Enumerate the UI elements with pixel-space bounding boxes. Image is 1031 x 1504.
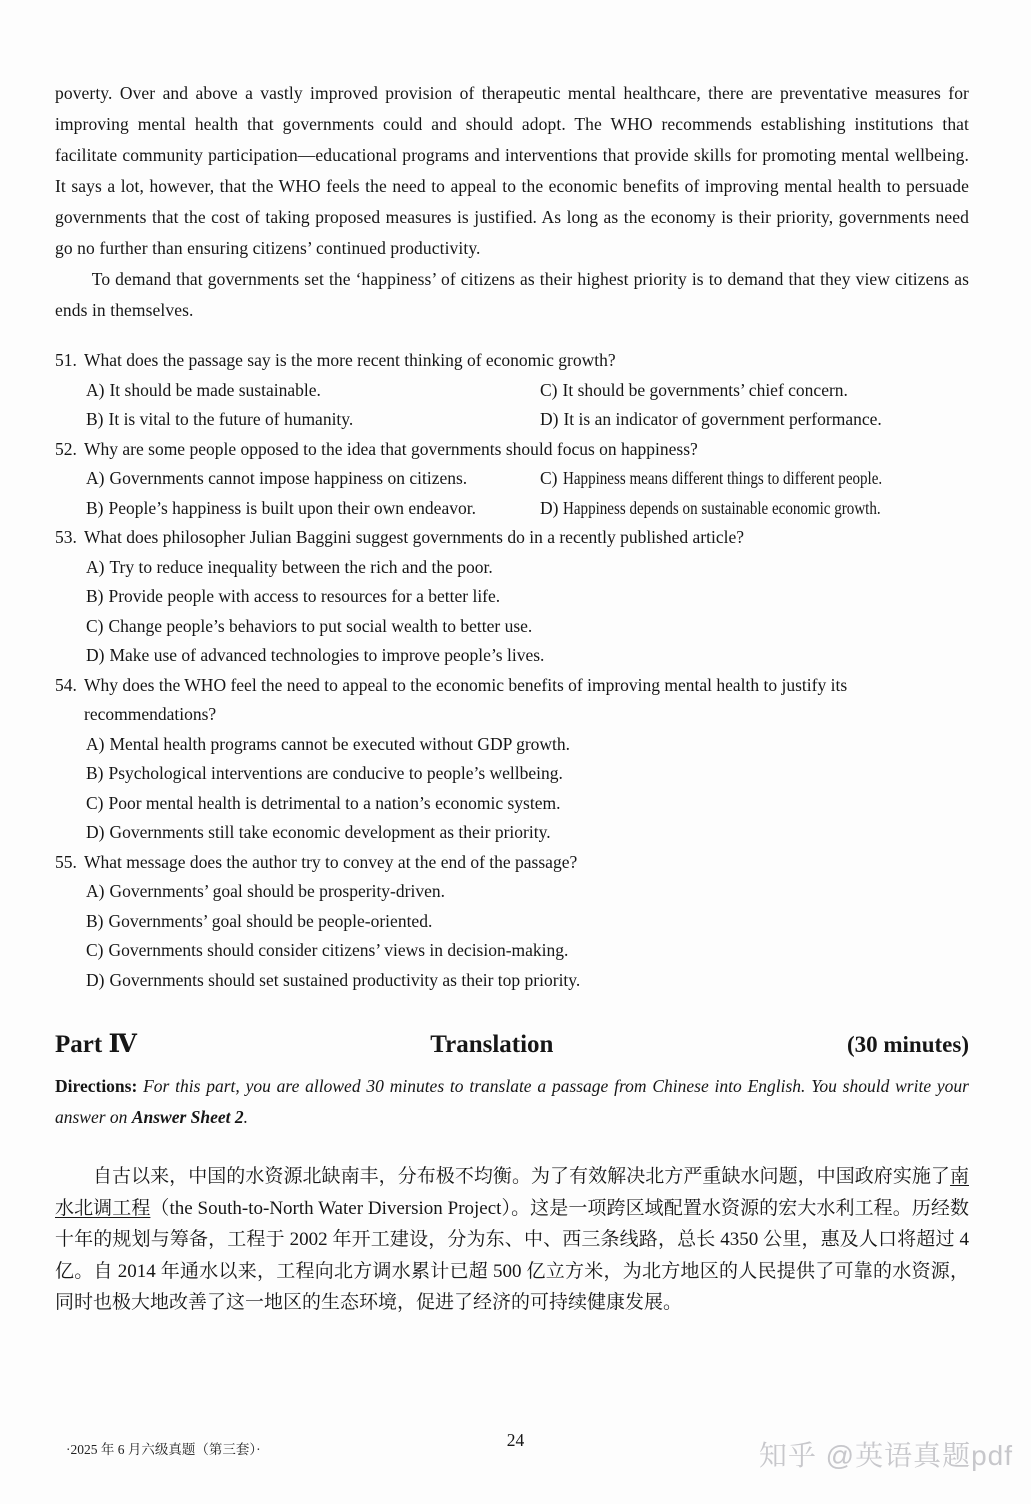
part4-title: Translation <box>430 1031 554 1058</box>
question-52-options <box>86 464 969 523</box>
passage-paragraph-continuation: poverty. Over and above a vastly improved provision of therapeutic mental healthcare, there are preventative measures for improving mental health that governments could and should adopt. The WHO recommends establishing institutions that facilitate community participation—educational programs and interventions that provide skills for promoting mental wellbeing. It says a lot, however, that the WHO feels the need to appeal to the economic benefits of improving mental health to persuade governments that the cost of taking proposed measures is justified. As long as the economy is their priority, governments need go no further than ensuring citizens’ continued productivity. <box>55 83 969 258</box>
part4-directions: Directions: For this part, you are allowed 30 minutes to translate a passage from Chinese into English. You should write your answer on Answer Sheet 2. <box>55 1076 969 1127</box>
part4-time-limit: (30 minutes) <box>846 1032 969 1057</box>
questions-section <box>55 346 969 995</box>
translation-passage <box>55 1161 969 1319</box>
option-53-C: C) Change people’s behaviors to put social wealth to better use. <box>86 615 533 636</box>
translation-segment-2: （the South-to-North Water Diversion Project）。这是一项跨区域配置水资源的宏大水利工程。历经数十年的规划与筹备，工程于 2002 年开工建设，分为东、中、西三条线路，总长 4350 公里，惠及人口将超过 4 亿。自 2014 年通水以来，工程向北方调水累计已超 500 亿立方米，为北方地区的人民提供了可靠的水资源，同时也极大地改善了这一地区的生态环境，促进了经济的可持续健康发展。 <box>55 1197 969 1313</box>
page-footer <box>0 1428 1031 1488</box>
question-text: Why are some people opposed to the idea that governments should focus on happiness? <box>84 438 698 459</box>
option-52-D: D) Happiness depends on sustainable economic growth. <box>540 497 882 518</box>
option-55-B: B) Governments’ goal should be people-oriented. <box>86 910 433 931</box>
question-53-options <box>86 553 969 671</box>
option-52-B: B) People’s happiness is built upon their own endeavor. <box>86 497 476 518</box>
option-55-A: A) Governments’ goal should be prosperity-driven. <box>86 881 445 901</box>
directions-text: For this part, you are allowed 30 minutes to translate a passage from Chinese into English. You should write your answer on <box>55 1076 969 1127</box>
question-51 <box>55 346 969 376</box>
question-number: 55. <box>55 851 77 872</box>
option-53-B: B) Provide people with access to resources for a better life. <box>86 586 501 606</box>
option-54-C: C) Poor mental health is detrimental to a nation’s economic system. <box>86 792 561 813</box>
question-number: 54. <box>55 674 77 695</box>
directions-label: Directions: <box>55 1076 138 1096</box>
question-number: 52. <box>55 438 77 459</box>
question-51-options <box>86 376 969 435</box>
option-52-C: C) Happiness means different things to different people. <box>540 468 882 488</box>
option-51-A: A) It should be made sustainable. <box>86 379 321 400</box>
translation-segment-1: 自古以来，中国的水资源北缺南丰，分布极不均衡。为了有效解决北方严重缺水问题，中国政府实施了 <box>93 1166 950 1187</box>
option-52-A: A) Governments cannot impose happiness on citizens. <box>86 468 468 488</box>
passage-paragraph-2: To demand that governments set the ‘happiness’ of citizens as their highest priority is to demand that they view citizens as ends in themselves. <box>55 269 969 320</box>
zhihu-watermark: 知乎 @英语真题pdf <box>758 1440 1013 1471</box>
option-55-C: C) Governments should consider citizens’ views in decision-making. <box>86 940 569 960</box>
option-55-D: D) Governments should set sustained productivity as their top priority. <box>86 969 581 990</box>
option-54-A: A) Mental health programs cannot be executed without GDP growth. <box>86 733 571 754</box>
question-54-options <box>86 730 969 848</box>
part4-header <box>55 1029 969 1059</box>
option-54-D: D) Governments still take economic development as their priority. <box>86 822 551 842</box>
question-number: 51. <box>55 350 77 370</box>
page-number: 24 <box>506 1430 525 1450</box>
option-51-C: C) It should be governments’ chief concern. <box>540 379 848 400</box>
exam-edition-label: ·2025 年 6 月六级真题（第三套）· <box>66 1442 261 1457</box>
option-53-A: A) Try to reduce inequality between the rich and the poor. <box>86 556 493 577</box>
question-text: What does the passage say is the more recent thinking of economic growth? <box>84 350 616 370</box>
answer-sheet-reference: Answer Sheet 2 <box>131 1107 244 1127</box>
option-51-D: D) It is an indicator of government performance. <box>540 409 882 429</box>
question-55-options <box>86 877 969 995</box>
translation-underlined-term: 南水北调工程 <box>55 1166 969 1219</box>
question-number: 53. <box>55 527 77 547</box>
option-54-B: B) Psychological interventions are conducive to people’s wellbeing. <box>86 763 563 783</box>
question-55 <box>55 848 969 878</box>
question-52 <box>55 435 969 465</box>
question-text: What does philosopher Julian Baggini suggest governments do in a recently published article? <box>84 527 744 547</box>
part4-label: Part Ⅳ <box>55 1031 137 1058</box>
question-text: Why does the WHO feel the need to appeal to the economic benefits of improving mental health to justify its recommendations? <box>84 674 848 724</box>
question-53 <box>55 523 969 553</box>
option-51-B: B) It is vital to the future of humanity. <box>86 409 354 429</box>
question-54 <box>55 671 969 730</box>
option-53-D: D) Make use of advanced technologies to improve people’s lives. <box>86 645 545 665</box>
question-text: What message does the author try to convey at the end of the passage? <box>84 851 578 872</box>
